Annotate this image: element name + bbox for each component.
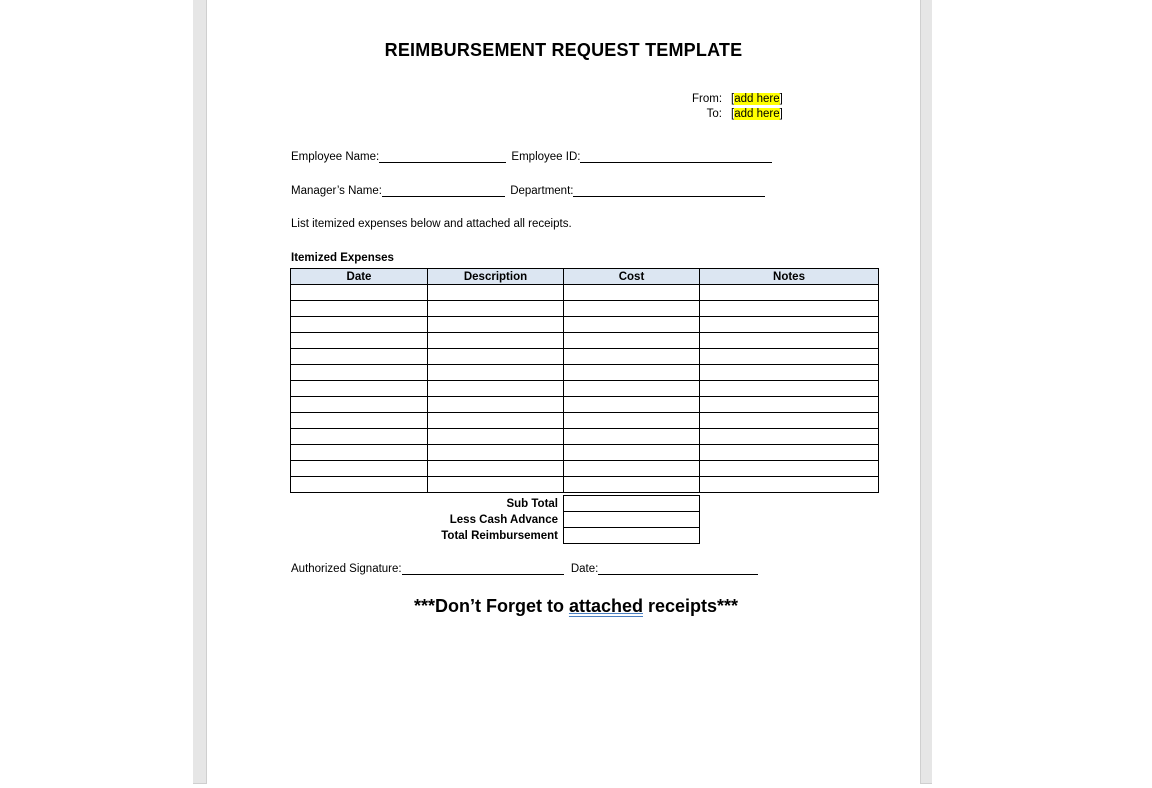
sub-total-cell[interactable] [564, 496, 700, 512]
cell-date[interactable] [291, 301, 428, 317]
table-row [291, 381, 879, 397]
employee-name-label: Employee Name: [291, 151, 380, 163]
cell-description[interactable] [428, 397, 564, 413]
signature-line[interactable] [402, 562, 564, 575]
table-row [291, 445, 879, 461]
to-value: add here [734, 108, 780, 120]
signature-label: Authorized Signature: [291, 563, 402, 575]
cell-cost[interactable] [564, 349, 700, 365]
total-reimbursement-cell[interactable] [564, 528, 700, 544]
cell-cost[interactable] [564, 285, 700, 301]
cell-date[interactable] [291, 445, 428, 461]
expenses-body [291, 285, 879, 493]
cell-date[interactable] [291, 317, 428, 333]
cell-notes[interactable] [700, 365, 879, 381]
table-row [291, 285, 879, 301]
less-cash-advance-label: Less Cash Advance [449, 513, 558, 526]
cell-date[interactable] [291, 477, 428, 493]
to-row [692, 108, 783, 120]
document-title: REIMBURSEMENT REQUEST TEMPLATE [384, 40, 743, 60]
cell-description[interactable] [428, 301, 564, 317]
employee-name-line[interactable] [379, 150, 506, 163]
cell-cost[interactable] [564, 461, 700, 477]
cell-description[interactable] [428, 349, 564, 365]
department-label: Department: [510, 185, 574, 197]
cell-description[interactable] [428, 477, 564, 493]
cell-description[interactable] [428, 429, 564, 445]
reminder-text [0, 596, 1152, 617]
date-label: Date: [570, 563, 599, 575]
header-description: Description [428, 269, 564, 285]
from-row [692, 93, 783, 105]
cell-notes[interactable] [700, 301, 879, 317]
cell-notes[interactable] [700, 381, 879, 397]
cell-date[interactable] [291, 381, 428, 397]
reminder-prefix: ***Don’t Forget to [413, 596, 569, 616]
cell-description[interactable] [428, 317, 564, 333]
signature-row [291, 562, 758, 575]
header-date: Date [291, 269, 428, 285]
table-row [291, 413, 879, 429]
cell-cost[interactable] [564, 333, 700, 349]
cell-date[interactable] [291, 429, 428, 445]
table-row [291, 349, 879, 365]
table-row [291, 397, 879, 413]
cell-date[interactable] [291, 349, 428, 365]
cell-date[interactable] [291, 365, 428, 381]
cell-notes[interactable] [700, 397, 879, 413]
manager-name-line[interactable] [382, 184, 505, 197]
from-label: From: [692, 93, 723, 105]
page-gutter-left [193, 0, 207, 784]
less-cash-advance-cell[interactable] [564, 512, 700, 528]
cell-notes[interactable] [700, 317, 879, 333]
table-row [291, 477, 879, 493]
table-row [291, 461, 879, 477]
cell-description[interactable] [428, 333, 564, 349]
cell-notes[interactable] [700, 413, 879, 429]
cell-cost[interactable] [564, 365, 700, 381]
cell-notes[interactable] [700, 285, 879, 301]
cell-notes[interactable] [700, 429, 879, 445]
sub-total-label: Sub Total [506, 497, 558, 510]
cell-description[interactable] [428, 365, 564, 381]
cell-notes[interactable] [700, 477, 879, 493]
cell-date[interactable] [291, 413, 428, 429]
cell-description[interactable] [428, 413, 564, 429]
cell-cost[interactable] [564, 397, 700, 413]
employee-id-line[interactable] [580, 150, 772, 163]
page-gutter-right [920, 0, 932, 784]
cell-cost[interactable] [564, 413, 700, 429]
date-line[interactable] [598, 562, 758, 575]
totals-table [420, 495, 700, 544]
table-row [291, 333, 879, 349]
cell-date[interactable] [291, 333, 428, 349]
manager-name-label: Manager’s Name: [291, 185, 382, 197]
table-row [291, 429, 879, 445]
table-row [291, 317, 879, 333]
cell-notes[interactable] [700, 445, 879, 461]
cell-date[interactable] [291, 397, 428, 413]
to-value-field[interactable]: [add here] [731, 108, 783, 120]
cell-cost[interactable] [564, 301, 700, 317]
table-row [291, 365, 879, 381]
header-notes: Notes [700, 269, 879, 285]
cell-description[interactable] [428, 461, 564, 477]
header-cost: Cost [564, 269, 700, 285]
to-label: To: [706, 108, 722, 120]
from-value-field[interactable]: [add here] [731, 93, 783, 105]
cell-cost[interactable] [564, 477, 700, 493]
total-reimbursement-label: Total Reimbursement [441, 529, 558, 542]
manager-row [291, 184, 765, 197]
cell-notes[interactable] [700, 461, 879, 477]
cell-notes[interactable] [700, 333, 879, 349]
cell-cost[interactable] [564, 445, 700, 461]
employee-id-label: Employee ID: [511, 151, 581, 163]
cell-cost[interactable] [564, 381, 700, 397]
cell-cost[interactable] [564, 429, 700, 445]
department-line[interactable] [573, 184, 765, 197]
cell-date[interactable] [291, 461, 428, 477]
from-value: add here [734, 93, 780, 105]
reminder-underlined: attached [568, 596, 643, 616]
instructions-text: List itemized expenses below and attached all receipts. [291, 218, 572, 230]
employee-row [291, 150, 772, 163]
cell-cost[interactable] [564, 317, 700, 333]
cell-date[interactable] [291, 285, 428, 301]
cell-description[interactable] [428, 381, 564, 397]
cell-description[interactable] [428, 285, 564, 301]
itemized-expenses-table [290, 268, 879, 493]
table-row [291, 301, 879, 317]
reminder-suffix: receipts*** [642, 596, 739, 616]
cell-description[interactable] [428, 445, 564, 461]
section-heading: Itemized Expenses [291, 252, 394, 264]
cell-notes[interactable] [700, 349, 879, 365]
